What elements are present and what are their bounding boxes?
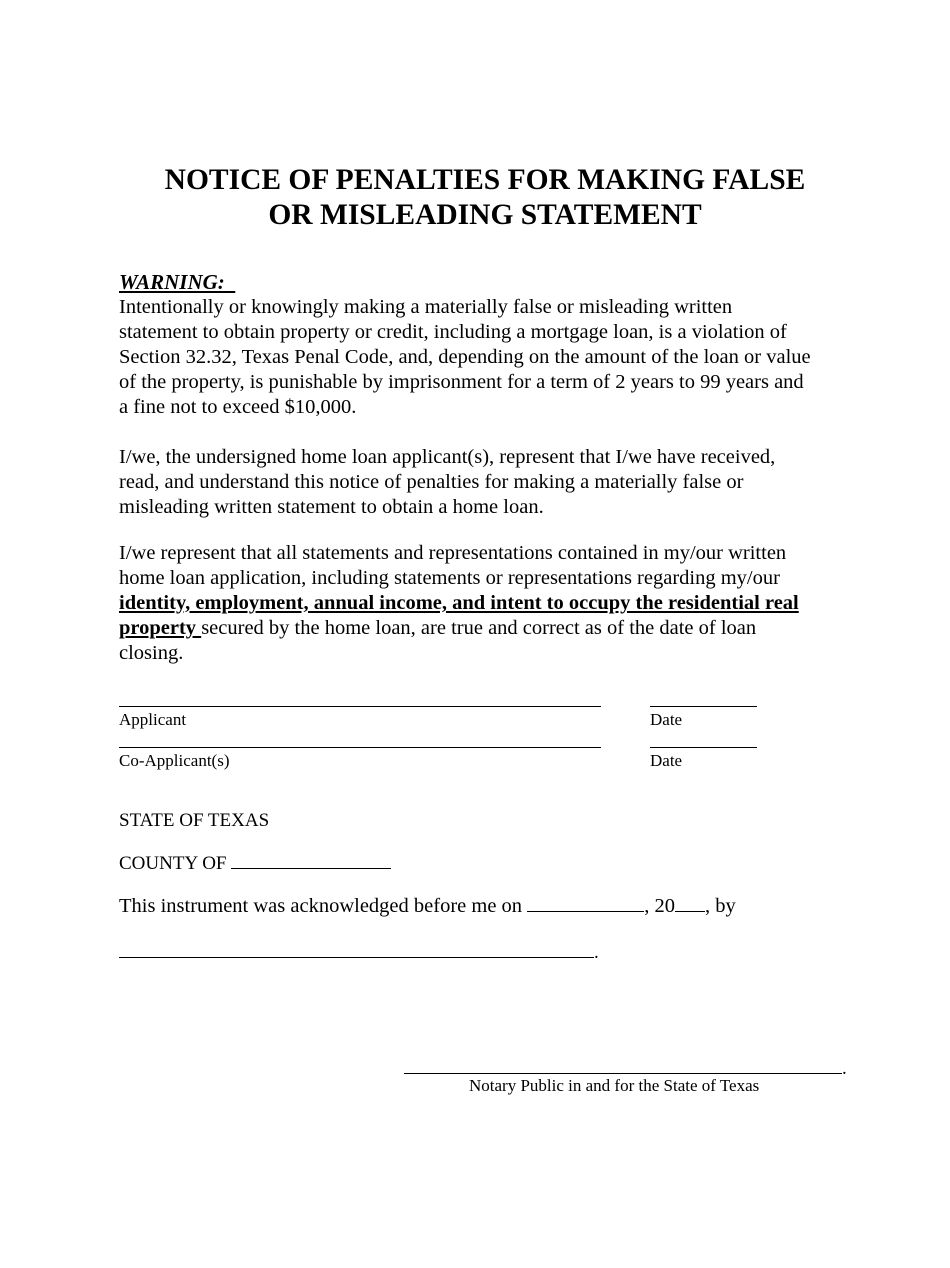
sig-line-end: . — [842, 1058, 847, 1079]
ack-year-prefix: , 20 — [644, 895, 675, 917]
rep-line-bold: identity, employment, annual income, and intent to occupy the residential real — [119, 592, 799, 614]
ack-date-field[interactable] — [527, 894, 644, 912]
ack-line: misleading written statement to obtain a home loan. — [119, 496, 544, 518]
county-label: COUNTY OF — [119, 853, 227, 874]
warning-line: a fine not to exceed $10,000. — [119, 396, 357, 418]
warning-line: Intentionally or knowingly making a materially false or misleading written — [119, 296, 733, 318]
ack-line: I/we, the undersigned home loan applicant(s), represent that I/we have received, — [119, 446, 776, 468]
rep-line: closing. — [119, 642, 184, 664]
coapplicant-label: Co-Applicant(s) — [119, 751, 230, 770]
rep-line — [119, 616, 859, 641]
ack-suffix: , by — [704, 895, 736, 917]
notary-caption: Notary Public in and for the State of Texas — [469, 1076, 760, 1095]
warning-line: of the property, is punishable by imprisonment for a term of 2 years to 99 years and — [119, 371, 804, 393]
applicant-signature-line[interactable] — [119, 706, 601, 707]
ack-line: read, and understand this notice of penalties for making a materially false or — [119, 471, 744, 493]
title-line-1: NOTICE OF PENALTIES FOR MAKING FALSE — [164, 164, 806, 196]
name-line-end: . — [594, 942, 599, 963]
rep-line: I/we represent that all statements and representations contained in my/our written — [119, 542, 787, 564]
coapplicant-signature-line[interactable] — [119, 747, 601, 748]
coapplicant-date-line[interactable] — [650, 747, 757, 748]
warning-line: Section 32.32, Texas Penal Code, and, depending on the amount of the loan or value — [119, 346, 811, 368]
page-title — [0, 163, 950, 233]
notary-signature-line[interactable] — [404, 1056, 842, 1074]
applicant-label: Applicant — [119, 710, 187, 729]
state-label: STATE OF TEXAS — [119, 810, 270, 831]
acknowledged-by-field[interactable] — [119, 940, 594, 958]
representation-paragraph — [119, 541, 859, 666]
applicant-date-line[interactable] — [650, 706, 757, 707]
rep-bold-term: property — [119, 617, 202, 639]
warning-paragraph — [119, 295, 859, 420]
applicant-date-label: Date — [650, 710, 683, 729]
acknowledgment-row — [119, 894, 736, 918]
acknowledgement-paragraph — [119, 445, 859, 520]
coapplicant-date-label: Date — [650, 751, 683, 770]
ack-year-field[interactable] — [675, 894, 705, 912]
warning-heading: WARNING: — [119, 270, 236, 294]
county-row — [119, 851, 391, 875]
rep-line: home loan application, including statements or representations regarding my/our — [119, 567, 780, 589]
warning-line: statement to obtain property or credit, including a mortgage loan, is a violation of — [119, 321, 787, 343]
county-field[interactable] — [231, 851, 391, 869]
title-line-2: OR MISLEADING STATEMENT — [268, 199, 702, 231]
rep-line-rest: secured by the home loan, are true and correct as of the date of loan — [201, 617, 757, 639]
acknowledged-by-row — [119, 940, 599, 964]
ack-prefix: This instrument was acknowledged before me on — [119, 895, 523, 917]
